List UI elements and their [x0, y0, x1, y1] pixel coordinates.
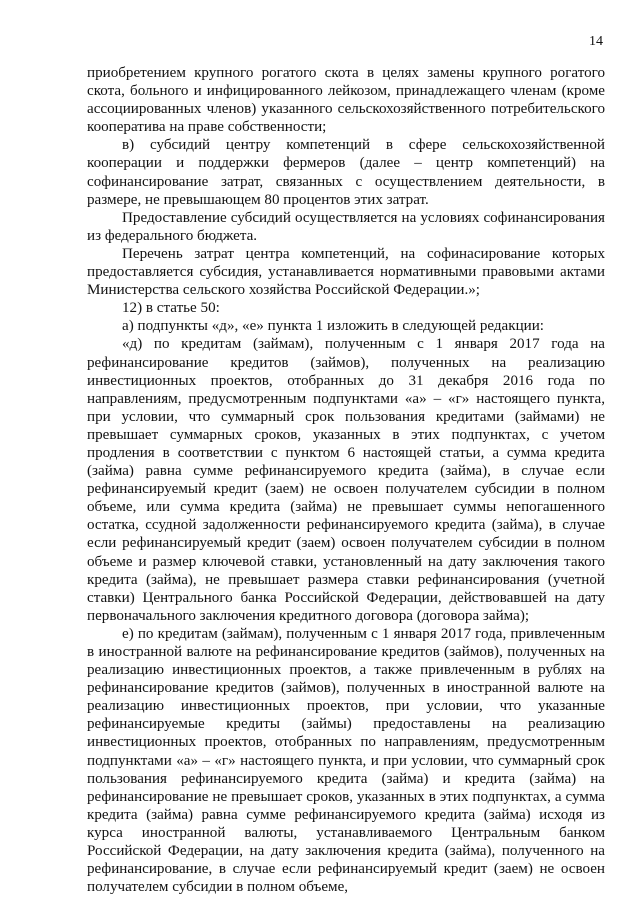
paragraph-subparagraph-d: «д) по кредитам (займам), полученным с 1 января 2017 года на рефинансирование кредитов (займов), полученных на реализацию инвестиционных проектов, отобранных до 31 декабря 2016 года по направлениям, предусмотренным подпунктами «а» – «г» настоящего пункта, при условии, что суммарный срок пользования кредитами (займами) не превышает суммарных сроков, указанных в этих подпунктах, с учетом продления в соответствии с пунктом 6 настоящей статьи, а сумма кредита (займа) равна сумме рефинансируемого кредита (займа), в случае если рефинансируемый кредит (заем) не освоен получателем субсидии в полном объеме, или сумма кредита (займа) не превышает суммы непогашенного остатка, ссудной задолженности рефинансируемого кредита (займа), в случае если рефинансируемый кредит (заем) освоен получателем субсидии в полном объеме и размер ключевой ставки, установленный на дату заключения такого кредита (займа), не превышает размера ставки рефинансирования (учетной ставки) Центрального банка Российской Федерации, действовавшей на дату первоначального заключения кредитного договора (договора займа);	[87, 336, 605, 624]
paragraph-subsidy-competence-center: в) субсидий центру компетенций в сфере сельскохозяйственной кооперации и поддержки фермеров (далее – центр компетенций) на софинансирование затрат, связанных с осуществлением деятельности, в размере, не превышающем 80 процентов этих затрат.	[87, 137, 605, 208]
paragraph-cost-list: Перечень затрат центра компетенций, на софинасирование которых предоставляется субсидия, устанавливается нормативными правовыми актами Министерства сельского хозяйства Российской Федерации.»;	[87, 245, 605, 299]
page-number: 14	[589, 34, 603, 49]
paragraph-cofinancing: Предоставление субсидий осуществляется на условиях софинансирования из федерального бюджета.	[87, 209, 605, 244]
document-body	[87, 64, 605, 896]
paragraph-subparagraph-e: е) по кредитам (займам), полученным с 1 января 2017 года, привлеченным в иностранной валюте на рефинансирование кредитов (займов), полученных на реализацию инвестиционных проектов, а также привлеченным в рублях на рефинансирование кредитов (займов), полученных в иностранной валюте на реализацию инвестиционных проектов, при условии, что указанные рефинансируемые кредиты (займы) предоставлены на реализацию инвестиционных проектов, отобранных по направлениям, предусмотренным подпунктами «а» – «г» настоящего пункта, и при условии, что суммарный срок пользования рефинансируемого кредита (займа) и кредита (займа) на рефинансирование не превышает сроков, указанных в этих подпунктах, а сумма кредита (займа) равна сумме рефинансируемого кредита (займа) исходя из курса иностранной валюты, устанавливаемого Центральным банком Российской Федерации, на дату заключения кредита (займа), полученного на рефинансирование, в случае если рефинансируемый кредит (заем) не освоен получателем субсидии в полном объеме,	[87, 625, 605, 896]
paragraph-continuation: приобретением крупного рогатого скота в целях замены крупного рогатого скота, больного и инфицированного лейкозом, принадлежащего членам (кроме ассоциированных членов) указанного сельскохозяйственного потребительского кооператива на праве собственности;	[87, 65, 605, 136]
paragraph-subparagraphs-intro: а) подпункты «д», «е» пункта 1 изложить в следующей редакции:	[122, 318, 545, 335]
paragraph-article-50: 12) в статье 50:	[122, 300, 220, 317]
